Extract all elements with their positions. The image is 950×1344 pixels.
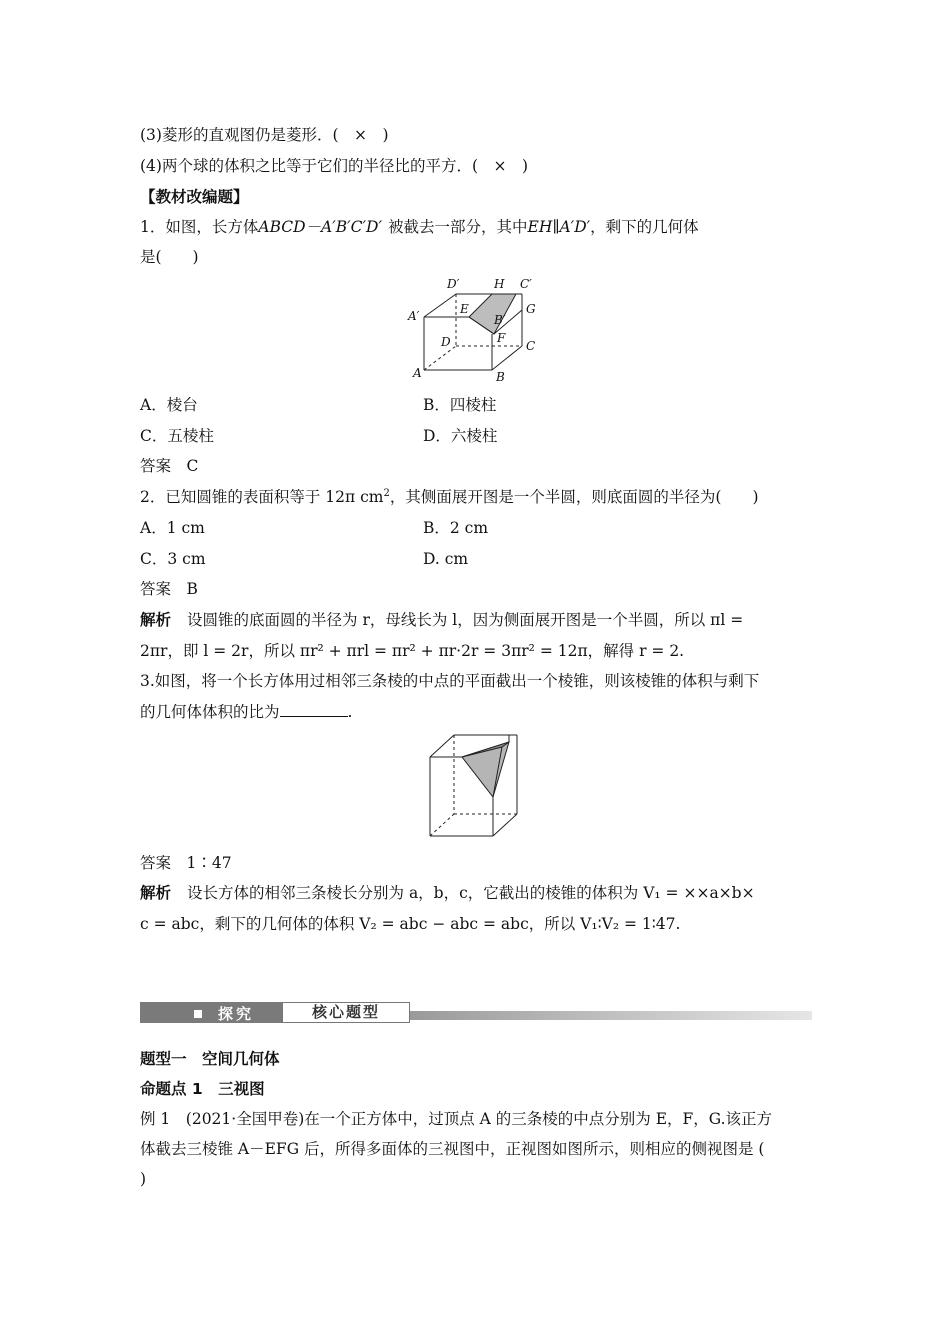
- label-G: G: [526, 302, 536, 316]
- problem-3-stem-line1: 3.如图，将一个长方体用过相邻三条棱的中点的平面截出一个棱锥，则该棱锥的体积与剩下: [140, 672, 760, 690]
- label-D: D: [441, 335, 451, 349]
- label-B-prime: B′: [494, 313, 506, 327]
- label-H: H: [494, 277, 505, 291]
- cuboid-cut-figure: [400, 272, 550, 384]
- problem-2-option-d: D. cm: [423, 550, 469, 568]
- type-1-heading: 题型一 空间几何体: [140, 1050, 280, 1068]
- square-bullet-icon: [194, 1010, 202, 1018]
- label-A-prime: A′: [408, 309, 420, 323]
- problem-2-option-c: C．3 cm: [140, 550, 206, 568]
- problem-3-analysis-line2: c = abc，剩下的几何体的体积 V₂ = abc − abc = abc，所以 V₁∶V₂ = 1∶47.: [140, 915, 681, 933]
- problem-3-analysis-line1: 解析 设长方体的相邻三条棱长分别为 a，b，c，它截出的棱锥的体积为 V₁ = ××a×b×: [140, 884, 755, 902]
- problem-2-analysis-line1: 解析 设圆锥的底面圆的半径为 r，母线长为 l，因为侧面展开图是一个半圆，所以 πl =: [140, 611, 744, 629]
- problem-1-answer: 答案 C: [140, 457, 199, 475]
- judgement-4: (4)两个球的体积之比等于它们的半径比的平方．( × ): [140, 157, 529, 175]
- problem-1-option-c: C．五棱柱: [140, 427, 214, 445]
- problem-1-option-b: B．四棱柱: [423, 396, 497, 414]
- example-1-line2: 体截去三棱锥 A－EFG 后，所得多面体的三视图中，正视图如图所示，则相应的侧视图是 (: [140, 1140, 765, 1158]
- problem-1-stem-line1: 1．如图，长方体ABCD－A′B′C′D′ 被截去一部分，其中EH∥A′D′，剩下的几何体: [140, 218, 699, 236]
- label-A: A: [413, 366, 422, 380]
- label-D-prime: D′: [447, 277, 460, 291]
- problem-1-stem-line2: 是( ): [140, 248, 199, 266]
- problem-2-stem: 2．已知圆锥的表面积等于 12π $cm^2$，其侧面展开图是一个半圆，则底面圆的半径为( ): [140, 487, 759, 506]
- problem-2-analysis-line2: 2πr，即 l = 2r，所以 πr² + πrl = πr² + πr·2r = 3πr² = 12π，解得 r = 2.: [140, 642, 685, 660]
- banner-dark-block: [140, 1002, 282, 1023]
- banner-gradient-rule: [410, 1011, 812, 1020]
- cut-section-shade: [469, 294, 516, 334]
- banner-subtitle: 核心题型: [311, 1003, 380, 1021]
- label-C: C: [526, 339, 536, 353]
- cuboid-pyramid-figure: [424, 730, 524, 840]
- label-F: F: [497, 331, 506, 345]
- section-banner: [140, 1000, 812, 1026]
- problem-1-option-a: A．棱台: [140, 396, 198, 414]
- problem-1-option-d: D．六棱柱: [423, 427, 498, 445]
- problem-2-option-b: B．2 cm: [423, 519, 489, 537]
- problem-3-stem-line2: 的几何体体积的比为 .: [140, 703, 353, 721]
- judgement-3: (3)菱形的直观图仍是菱形．( × ): [140, 126, 389, 144]
- label-E: E: [460, 302, 469, 316]
- answer-blank: [280, 702, 348, 717]
- example-1-line3: ): [140, 1170, 147, 1188]
- problem-2-answer: 答案 B: [140, 580, 198, 598]
- label-B: B: [496, 370, 505, 384]
- banner-subtitle-box: [282, 1002, 410, 1023]
- label-C-prime: C′: [520, 277, 532, 291]
- example-1-line1: 例 1 (2021·全国甲卷)在一个正方体中，过顶点 A 的三条棱的中点分别为 E，F，G.该正方: [140, 1110, 773, 1128]
- point-1-heading: 命题点 1 三视图: [140, 1080, 265, 1098]
- section-textbook-heading: 【教材改编题】: [140, 188, 249, 206]
- problem-3-answer: 答案 1∶47: [140, 854, 232, 872]
- problem-2-option-a: A．1 cm: [140, 519, 205, 537]
- banner-tag: 探究: [218, 1005, 255, 1023]
